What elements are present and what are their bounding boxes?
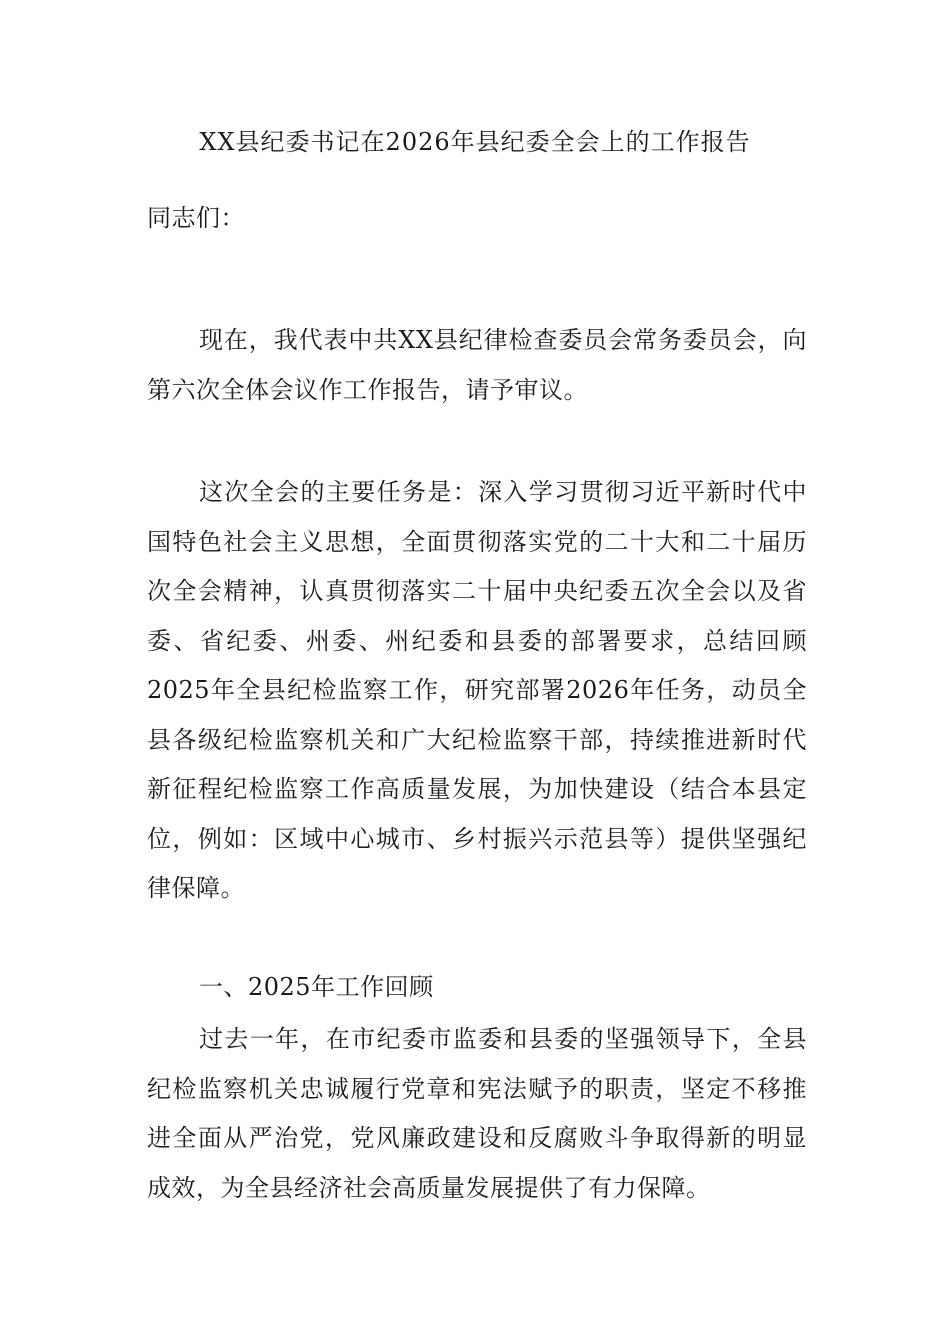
paragraph-opening: 现在，我代表中共XX县纪律检查委员会常务委员会，向第六次全体会议作工作报告，请予审议。: [147, 326, 807, 404]
salutation: 同志们：: [147, 204, 245, 232]
section-heading: 一、2025年工作回顾: [199, 973, 434, 1001]
document-title: XX县纪委书记在2026年县纪委全会上的工作报告: [199, 128, 751, 156]
paragraph-main-task: 这次全会的主要任务是：深入学习贯彻习近平新时代中国特色社会主义思想，全面贯彻落实党的二十大和二十届历次全会精神，认真贯彻落实二十届中央纪委五次全会以及省委、省纪委、州委、州纪委和县委的部署要求，总结回顾2025年全县纪检监察工作，研究部署2026年任务，动员全县各级纪检监察机关和广大纪检监察干部，持续推进新时代新征程纪检监察工作高质量发展，为加快建设（结合本县定位，例如：区域中心城市、乡村振兴示范县等）提供坚强纪律保障。: [147, 478, 807, 902]
paragraph-review: 过去一年，在市纪委市监委和县委的坚强领导下，全县纪检监察机关忠诚履行党章和宪法赋予的职责，坚定不移推进全面从严治党，党风廉政建设和反腐败斗争取得新的明显成效，为全县经济社会高质量发展提供了有力保障。: [147, 1025, 807, 1202]
